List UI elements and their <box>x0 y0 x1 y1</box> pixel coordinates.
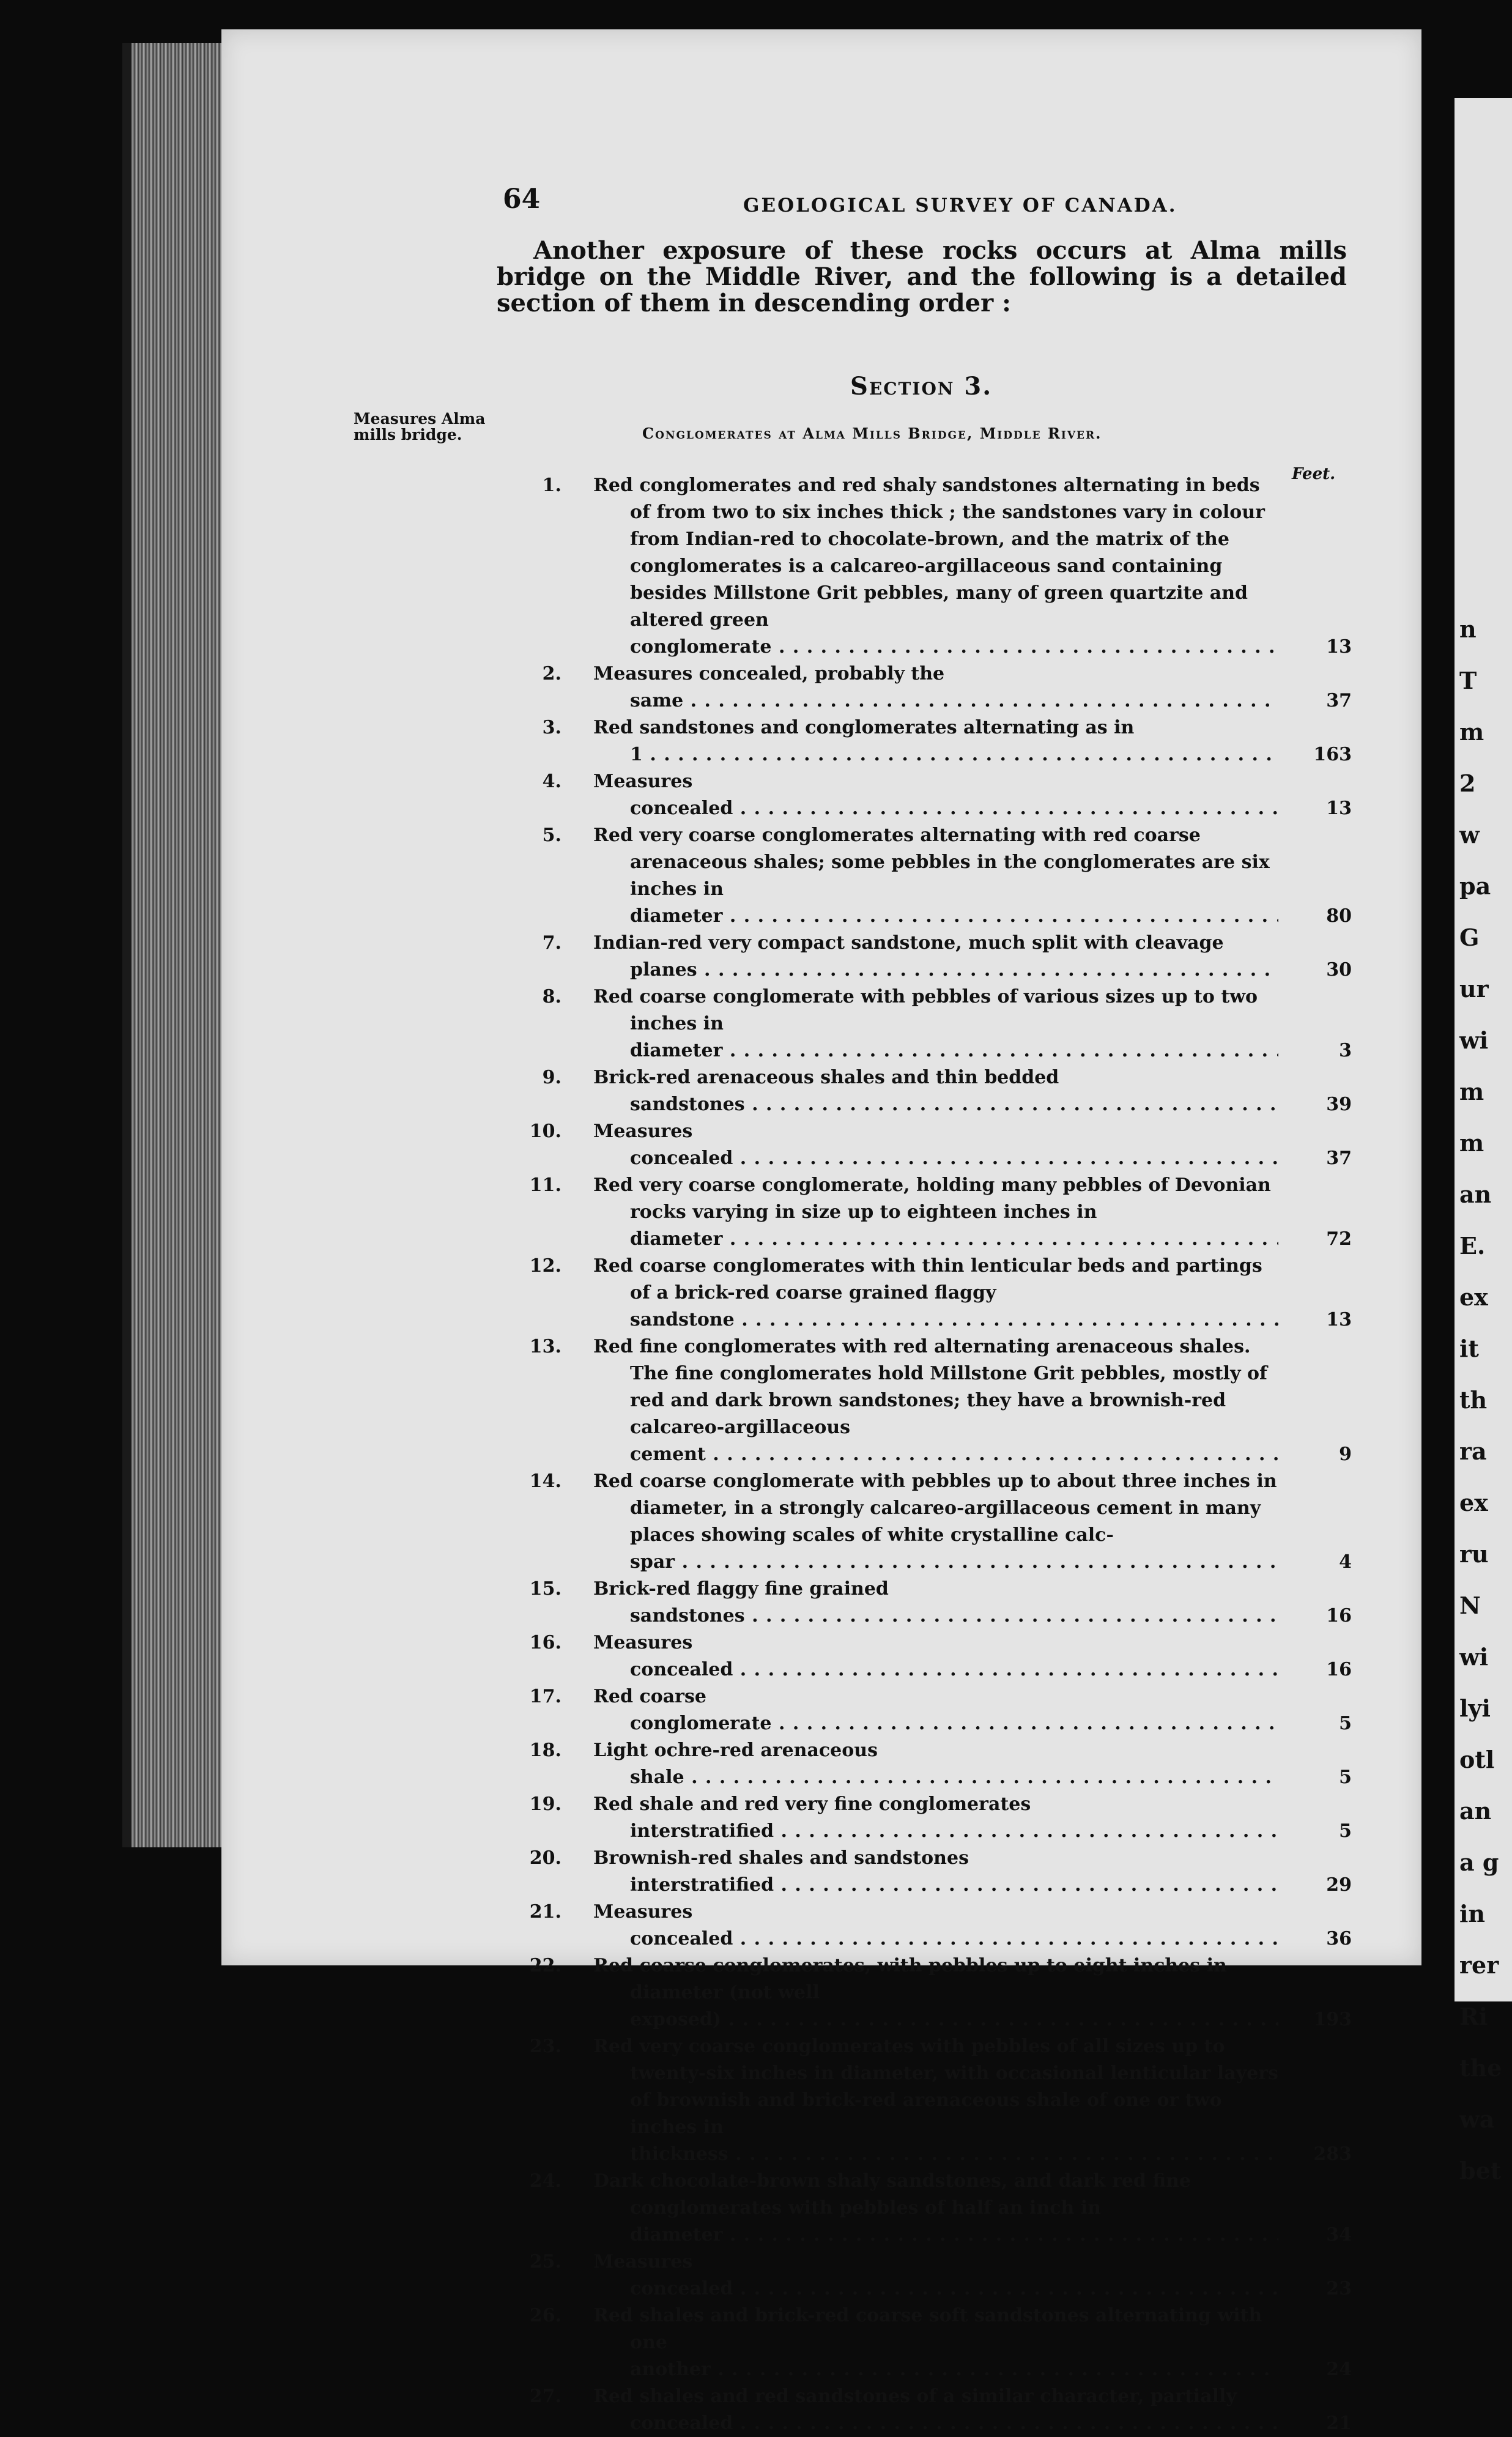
entry-description: Brownish-red shales and sandstones interstratified . . . <box>593 1845 1278 1899</box>
entry-number: 7. <box>542 932 561 954</box>
entry-thickness-feet: 163 <box>1313 744 1352 765</box>
entry-thickness-feet: 80 <box>1326 905 1352 927</box>
section-entry <box>526 984 1352 1064</box>
entry-number: 20. <box>529 1847 561 1869</box>
entry-number: 24. <box>529 2170 561 2192</box>
next-page-text-fragment: bet <box>1459 2157 1502 2184</box>
entry-number: 9. <box>542 1067 561 1088</box>
section-entry <box>526 1172 1352 1253</box>
section-entry <box>526 1630 1352 1683</box>
next-page-text-fragment: ru <box>1459 1540 1489 1568</box>
next-page-text-fragment: 2 <box>1459 770 1476 797</box>
next-page-text-fragment: wa <box>1459 2105 1495 2133</box>
next-page-text-fragment: the <box>1459 2054 1502 2082</box>
entry-number: 22. <box>529 1955 561 1976</box>
entry-thickness-feet: 39 <box>1326 1094 1352 1115</box>
next-page-text-fragment: it <box>1459 1335 1479 1362</box>
entry-thickness-feet: 9 <box>1339 1444 1352 1465</box>
next-page-text-fragment: th <box>1459 1386 1488 1414</box>
section-entry <box>526 1468 1352 1576</box>
next-page-text-fragment: a g <box>1459 1849 1499 1876</box>
entry-thickness-feet: 283 <box>1313 2143 1352 2165</box>
section-entry <box>526 2249 1352 2302</box>
entry-description: Red coarse conglomerate . . . <box>593 1683 1278 1737</box>
entry-number: 19. <box>529 1793 561 1815</box>
entry-description: Indian-red very compact sandstone, much split with cleavage planes . . . <box>593 930 1278 984</box>
entry-number: 18. <box>529 1740 561 1761</box>
entry-number: 21. <box>529 1901 561 1923</box>
entry-thickness-feet: 72 <box>1326 1228 1352 1250</box>
entry-description: Dark chocolate-brown shaly sandstones, and dark red fine conglomerates with pebbles of half an inch in diameter . . . <box>593 2168 1278 2249</box>
next-page-fragment <box>1455 98 1512 2184</box>
entry-number: 10. <box>529 1121 561 1142</box>
margin-note: Measures Alma mills bridge. <box>354 410 486 443</box>
entry-description: Red shales and red sandstones of a similar character, partially concealed . . . <box>593 2383 1278 2437</box>
next-page-text-fragment: an <box>1459 1181 1492 1208</box>
entry-thickness-feet: 5 <box>1339 1767 1352 1788</box>
section-entry <box>526 1576 1352 1630</box>
entry-thickness-feet: 13 <box>1326 636 1352 658</box>
entry-thickness-feet: 37 <box>1326 1148 1352 1169</box>
entry-description: Red very coarse conglomerate, holding many pebbles of Devonian rocks varying in size up to eighteen inches in diameter . . . <box>593 1172 1278 1253</box>
entry-thickness-feet: 16 <box>1326 1659 1352 1680</box>
entry-number: 14. <box>529 1471 561 1492</box>
page-number: 64 <box>503 184 541 215</box>
entry-number: 16. <box>529 1632 561 1653</box>
entry-number: 8. <box>542 986 561 1007</box>
intro-paragraph: Another exposure of these rocks occurs at Alma mills bridge on the Middle River, and the following is a detailed section of them in descending order : <box>497 236 1347 317</box>
section-entry <box>526 1118 1352 1172</box>
entry-number: 15. <box>529 1578 561 1600</box>
section-entry <box>526 1791 1352 1845</box>
entry-thickness-feet: 30 <box>1326 959 1352 981</box>
entry-description: Measures concealed . . . <box>593 1118 1278 1172</box>
entry-number: 4. <box>542 771 561 792</box>
section-entry <box>526 1683 1352 1737</box>
entry-thickness-feet: 3 <box>1339 1040 1352 1061</box>
section-entry <box>526 2033 1352 2168</box>
entry-thickness-feet: 37 <box>1326 690 1352 711</box>
section-entry <box>526 1253 1352 1333</box>
next-page-text-fragment: m <box>1459 1078 1484 1105</box>
entry-description: Red very coarse conglomerates with pebbles of all sizes up to twenty-six inches in diameter, with occasional lenticular layers of brownish and brick-red arenaceous shale of one or two inches in thickness . . . <box>593 2033 1278 2168</box>
entry-number: 27. <box>529 2386 561 2407</box>
running-head: GEOLOGICAL SURVEY OF CANADA. <box>743 195 1177 217</box>
section-entry <box>526 768 1352 822</box>
next-page-text-fragment: pa <box>1459 872 1491 900</box>
entry-thickness-feet: 29 <box>1326 1874 1352 1896</box>
next-page-text-fragment: rer <box>1459 1951 1499 1979</box>
entry-description: Measures concealed, probably the same . . . <box>593 661 1278 714</box>
entry-description: Red very coarse conglomerates alternating with red coarse arenaceous shales; some pebbles in the conglomerates are six inches in diameter . . . <box>593 822 1278 930</box>
entry-description: Light ochre-red arenaceous shale . . . <box>593 1737 1278 1791</box>
entry-thickness-feet: 4 <box>1339 1551 1352 1573</box>
entry-thickness-feet: 23 <box>1326 2278 1352 2299</box>
entry-thickness-feet: 13 <box>1326 1309 1352 1330</box>
next-page-text-fragment: wi <box>1459 1643 1489 1671</box>
next-page-text-fragment: otl <box>1459 1746 1495 1773</box>
section-entry <box>526 472 1352 661</box>
section-entry <box>526 661 1352 714</box>
entry-description: Red shales and brick-red coarse soft sandstones alternating with one another . . . <box>593 2302 1278 2383</box>
entry-description: Red sandstones and conglomerates alternating as in 1 . . . <box>593 714 1278 768</box>
next-page-text-fragment: lyi <box>1459 1694 1491 1722</box>
section-title: Section 3. <box>850 372 993 401</box>
unit-label: Feet. <box>1292 465 1336 483</box>
entry-thickness-feet: 5 <box>1339 1713 1352 1734</box>
entry-number: 25. <box>529 2251 561 2272</box>
section-subtitle: Conglomerates at Alma Mills Bridge, Middle River. <box>642 425 1102 442</box>
section-entries <box>526 472 1352 2437</box>
entry-description: Red coarse conglomerate with pebbles of various sizes up to two inches in diameter . . . <box>593 984 1278 1064</box>
next-page-text-fragment: G <box>1459 924 1480 951</box>
entry-description: Red fine conglomerates with red alternating arenaceous shales. The fine conglomerates hold Millstone Grit pebbles, mostly of red and dark brown sandstones; they have a brownish-red calcareo-argillaceous cement . . . <box>593 1333 1278 1468</box>
entry-description: Measures concealed . . . <box>593 1630 1278 1683</box>
next-page-text-fragment: an <box>1459 1797 1492 1825</box>
entry-number: 13. <box>529 1336 561 1357</box>
entry-thickness-feet: 24 <box>1326 2359 1352 2380</box>
entry-description: Brick-red arenaceous shales and thin bedded sandstones . . . <box>593 1064 1278 1118</box>
entry-number: 2. <box>542 663 561 684</box>
section-entry <box>526 1899 1352 1953</box>
entry-number: 12. <box>529 1255 561 1277</box>
section-entry <box>526 1953 1352 2033</box>
entry-description: Red conglomerates and red shaly sandstones alternating in beds of from two to six inches thick ; the sandstones vary in colour from Indian-red to chocolate-brown, and the matrix of the conglomerates is a calcareo-argillaceous sand containing besides Millstone Grit pebbles, many of green quartzite and altered green conglomerate . . . <box>593 472 1278 661</box>
next-page-text-fragment: m <box>1459 718 1484 746</box>
entry-thickness-feet: 5 <box>1339 1820 1352 1842</box>
next-page-text-fragment: ur <box>1459 975 1489 1003</box>
entry-description: Measures concealed . . . <box>593 2249 1278 2302</box>
entry-thickness-feet: 193 <box>1313 2009 1352 2030</box>
section-entry <box>526 2302 1352 2383</box>
entry-number: 3. <box>542 717 561 738</box>
next-page-text-fragment: w <box>1459 821 1480 848</box>
entry-description: Measures concealed . . . <box>593 1899 1278 1953</box>
entry-description: Red shale and red very fine conglomerates interstratified . . . <box>593 1791 1278 1845</box>
section-entry <box>526 1064 1352 1118</box>
next-page-text-fragment: wi <box>1459 1026 1489 1054</box>
entry-description: Red coarse conglomerates with thin lenticular beds and partings of a brick-red coarse grained flaggy sandstone . . . <box>593 1253 1278 1333</box>
next-page-text-fragment: Ri <box>1459 2003 1488 2030</box>
entry-number: 26. <box>529 2305 561 2326</box>
entry-number: 11. <box>529 1174 561 1196</box>
next-page-text-fragment: T <box>1459 667 1477 694</box>
next-page-text-fragment: E. <box>1459 1232 1486 1259</box>
entry-description: Red coarse conglomerate with pebbles up to about three inches in diameter, in a strongly calcareo-argillaceous cement in many places showing scales of white crystalline calc-spar . . . <box>593 1468 1278 1576</box>
next-page-text-fragment: N <box>1459 1592 1481 1619</box>
section-entry <box>526 1737 1352 1791</box>
entry-thickness-feet: 21 <box>1326 2413 1352 2434</box>
entry-description: Brick-red flaggy fine grained sandstones . . . <box>593 1576 1278 1630</box>
entry-number: 23. <box>529 2036 561 2057</box>
next-page-text-fragment: in <box>1459 1900 1486 1927</box>
section-entry <box>526 1333 1352 1468</box>
section-entry <box>526 2168 1352 2249</box>
entry-thickness-feet: 13 <box>1326 798 1352 819</box>
section-entry <box>526 930 1352 984</box>
next-page-text-fragment: n <box>1459 615 1477 643</box>
next-page-text-fragment: ex <box>1459 1489 1488 1516</box>
next-page-text-fragment: m <box>1459 1129 1484 1157</box>
next-page-text-fragment: ex <box>1459 1283 1488 1311</box>
section-entry <box>526 822 1352 930</box>
entry-description: Red coarse conglomerates, with pebbles up to eight inches in diameter (not well exposed) . . . <box>593 1953 1278 2033</box>
next-page-text-fragment: ra <box>1459 1437 1487 1465</box>
entry-number: 5. <box>542 825 561 846</box>
entry-number: 17. <box>529 1686 561 1707</box>
entry-thickness-feet: 34 <box>1326 2224 1352 2246</box>
entry-thickness-feet: 36 <box>1326 1928 1352 1949</box>
section-entry <box>526 2383 1352 2437</box>
entry-description: Measures concealed . . . <box>593 768 1278 822</box>
section-entry <box>526 714 1352 768</box>
entry-thickness-feet: 16 <box>1326 1605 1352 1627</box>
section-entry <box>526 1845 1352 1899</box>
entry-number: 1. <box>542 475 561 496</box>
